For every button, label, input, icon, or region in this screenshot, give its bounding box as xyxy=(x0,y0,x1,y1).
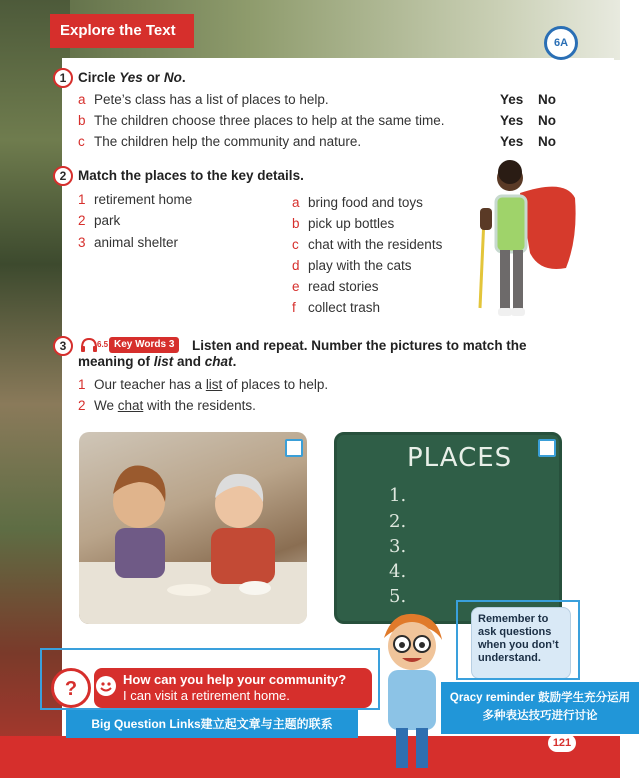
section-title: Explore the Text xyxy=(50,14,194,48)
place-item[interactable]: 2 park xyxy=(78,213,121,228)
child-volunteer-image xyxy=(470,158,580,328)
q2-heading: Match the places to the key details. xyxy=(78,168,304,183)
question-number-2: 2 xyxy=(53,166,73,186)
board-title: PLACES xyxy=(407,443,513,473)
place-item[interactable]: 3 animal shelter xyxy=(78,235,179,250)
q3-heading-line2: meaning of list and chat. xyxy=(78,354,237,369)
q3-sentence-2: 2 We chat with the residents. xyxy=(78,398,256,413)
board-number: 4. xyxy=(389,561,407,582)
board-number: 5. xyxy=(389,586,407,607)
audio-track-number: 6.5 xyxy=(97,340,109,349)
q1-item-c: c The children help the community and nature. xyxy=(78,134,362,149)
unit-badge: 6A xyxy=(544,26,578,60)
retirement-home-photo xyxy=(79,432,307,624)
q1-item-b: b The children choose three places to help at the same time. xyxy=(78,113,445,128)
photo-2-number-box[interactable] xyxy=(538,439,556,457)
annotation-label-left: Big Question Links建立起文章与主题的联系 xyxy=(66,710,358,738)
no-option-b[interactable]: No xyxy=(538,113,556,128)
question-number-1: 1 xyxy=(53,68,73,88)
question-number-3: 3 xyxy=(53,336,73,356)
q3-heading-line1: Listen and repeat. Number the pictures to match the xyxy=(192,338,527,353)
board-number: 1. xyxy=(389,485,407,506)
page-number: 121 xyxy=(548,734,576,752)
svg-text:?: ? xyxy=(64,678,78,700)
yes-option-c[interactable]: Yes xyxy=(500,134,524,149)
detail-item[interactable]: e read stories xyxy=(292,279,379,294)
big-question-answer: I can visit a retirement home. xyxy=(123,688,290,703)
annotation-frame-right xyxy=(456,600,580,680)
q1-item-a: a Pete’s class has a list of places to help. xyxy=(78,92,329,107)
yes-option-b[interactable]: Yes xyxy=(500,113,524,128)
big-question-icon xyxy=(51,668,91,708)
q3-sentence-1: 1 Our teacher has a list of places to help. xyxy=(78,377,329,392)
mascot-character xyxy=(372,608,452,768)
place-item[interactable]: 1 retirement home xyxy=(78,192,193,207)
detail-item[interactable]: a bring food and toys xyxy=(292,195,423,210)
detail-item[interactable]: d play with the cats xyxy=(292,258,412,273)
headphones-icon[interactable] xyxy=(80,338,98,352)
detail-item[interactable]: b pick up bottles xyxy=(292,216,395,231)
board-number: 3. xyxy=(389,536,407,557)
speech-bubble: Remember to ask questions when you don’t understand. xyxy=(471,607,571,679)
footer-band xyxy=(0,736,620,778)
key-words-badge: Key Words 3 xyxy=(109,337,179,353)
no-option-a[interactable]: No xyxy=(538,92,556,107)
annotation-label-right: Qracy reminder 鼓励学生充分运用多种表达技巧进行讨论 xyxy=(441,682,639,734)
detail-item[interactable]: c chat with the residents xyxy=(292,237,443,252)
big-question-text: How can you help your community? xyxy=(123,672,347,687)
q1-heading: Circle Yes or No. xyxy=(78,70,186,85)
photo-1-number-box[interactable] xyxy=(285,439,303,457)
yes-option-a[interactable]: Yes xyxy=(500,92,524,107)
detail-item[interactable]: f collect trash xyxy=(292,300,381,315)
places-chalkboard xyxy=(334,432,562,624)
smiley-icon xyxy=(96,676,116,696)
board-number: 2. xyxy=(389,511,407,532)
no-option-c[interactable]: No xyxy=(538,134,556,149)
